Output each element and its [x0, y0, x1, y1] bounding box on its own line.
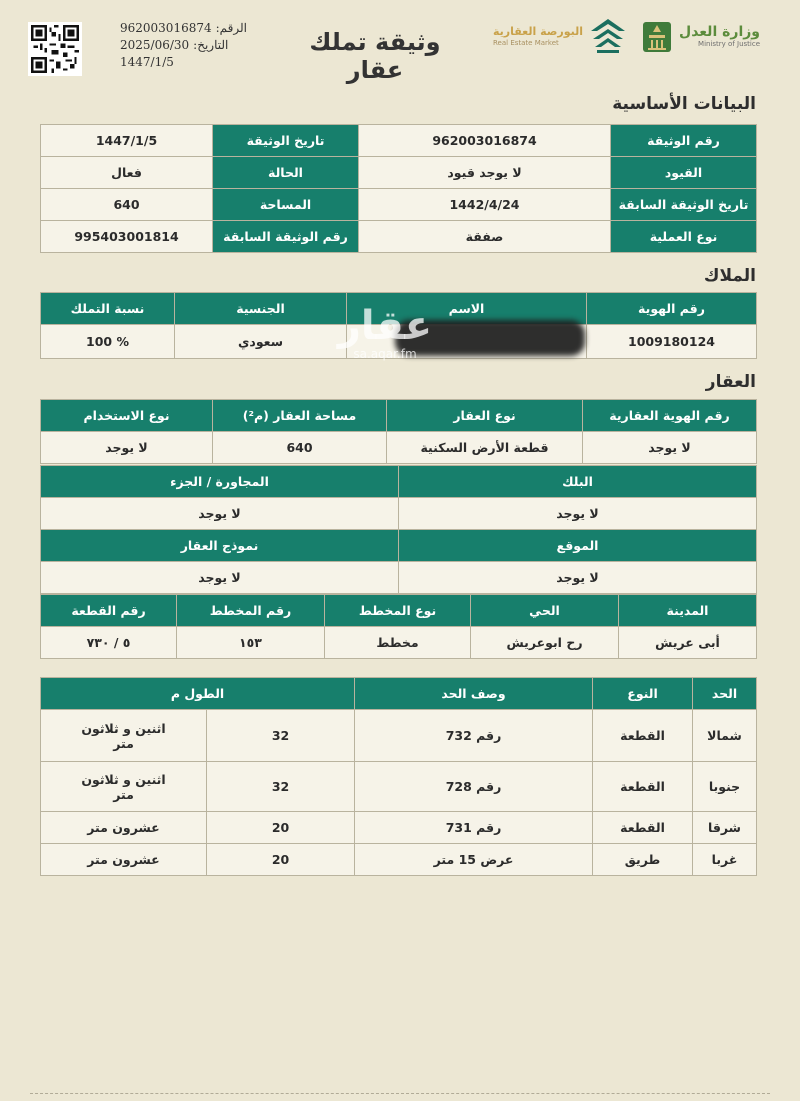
- owners-header: رقم الهوية: [587, 293, 757, 325]
- property-header: رقم القطعة: [41, 595, 177, 627]
- owners-section-title: الملاك: [703, 266, 756, 286]
- basic-label: رقم الوثيقة السابقة: [213, 221, 359, 253]
- owner-nationality: سعودي: [175, 325, 347, 359]
- basic-value: 995403001814: [41, 221, 213, 253]
- boundary-length-words: اثنين و ثلاثون متر: [41, 710, 207, 762]
- property-header: المجاورة / الجزء: [41, 466, 399, 498]
- boundary-direction: غربا: [693, 844, 757, 876]
- property-table-1: [40, 399, 757, 464]
- date-value: 2025/06/30: [120, 38, 190, 52]
- basic-label: القيود: [611, 157, 757, 189]
- boundary-description: رقم 731: [355, 812, 593, 844]
- property-value: لا يوجد: [399, 562, 757, 594]
- boundary-row: [41, 812, 757, 844]
- property-header: مساحة العقار (م²): [213, 400, 387, 432]
- boundary-direction: شرقا: [693, 812, 757, 844]
- moj-logo-text: وزارة العدل: [679, 24, 760, 40]
- boundary-row: [41, 762, 757, 812]
- property-value: لا يوجد: [583, 432, 757, 464]
- property-header-row: [41, 530, 757, 562]
- basic-section-title: البيانات الأساسية: [612, 94, 756, 114]
- owners-header: نسبة التملك: [41, 293, 175, 325]
- watermark-text: عقار: [337, 303, 433, 349]
- rem-emblem-icon: [587, 17, 629, 55]
- boundaries-header: الحد: [693, 678, 757, 710]
- moj-emblem-icon: [639, 16, 675, 56]
- property-row: [41, 432, 757, 464]
- rem-logo-subtext: Real Estate Market: [493, 39, 559, 47]
- document-meta: [120, 20, 270, 71]
- basic-label: نوع العملية: [611, 221, 757, 253]
- hijri-date: 1447/1/5: [120, 55, 174, 69]
- basic-row: [41, 189, 757, 221]
- property-value: لا يوجد: [41, 562, 399, 594]
- basic-label: رقم الوثيقة: [611, 125, 757, 157]
- property-header: المدينة: [619, 595, 757, 627]
- basic-label: تاريخ الوثيقة السابقة: [611, 189, 757, 221]
- qr-code: [28, 22, 82, 76]
- boundary-length: 32: [207, 710, 355, 762]
- property-header: الموقع: [399, 530, 757, 562]
- basic-row: [41, 125, 757, 157]
- property-header: نوع المخطط: [325, 595, 471, 627]
- redacted-name-mark: [395, 320, 585, 356]
- boundary-length: 32: [207, 762, 355, 812]
- number-value: 962003016874: [120, 21, 212, 35]
- boundary-length-words: عشرون متر: [41, 844, 207, 876]
- basic-label: تاريخ الوثيقة: [213, 125, 359, 157]
- boundary-direction: جنوبا: [693, 762, 757, 812]
- basic-row: [41, 157, 757, 189]
- boundaries-header-row: [41, 678, 757, 710]
- boundary-length: 20: [207, 812, 355, 844]
- number-label: الرقم:: [215, 21, 248, 35]
- boundary-row: [41, 710, 757, 762]
- property-header: نموذج العقار: [41, 530, 399, 562]
- owner-id: 1009180124: [587, 325, 757, 359]
- property-value: لا يوجد: [399, 498, 757, 530]
- property-header: الحي: [471, 595, 619, 627]
- property-value: أبى عريش: [619, 627, 757, 659]
- property-table-3: [40, 529, 757, 594]
- rem-logo: [493, 17, 629, 55]
- property-section-title: العقار: [705, 372, 756, 392]
- property-value: 640: [213, 432, 387, 464]
- property-value: ٥ / ٧٣٠: [41, 627, 177, 659]
- property-value: رح ابوعريش: [471, 627, 619, 659]
- boundaries-header: وصف الحد: [355, 678, 593, 710]
- property-value: لا يوجد: [41, 432, 213, 464]
- footer-divider: [30, 1093, 770, 1101]
- boundary-type: القطعة: [593, 812, 693, 844]
- basic-value: 640: [41, 189, 213, 221]
- property-value: قطعة الأرض السكنية: [387, 432, 583, 464]
- basic-value: صفقة: [359, 221, 611, 253]
- boundary-description: عرض 15 متر: [355, 844, 593, 876]
- property-row: [41, 562, 757, 594]
- logos: [493, 16, 760, 56]
- property-value: ١٥٣: [177, 627, 325, 659]
- basic-value: فعال: [41, 157, 213, 189]
- boundary-row: [41, 844, 757, 876]
- property-header: رقم المخطط: [177, 595, 325, 627]
- boundary-type: طريق: [593, 844, 693, 876]
- property-table-2: [40, 465, 757, 530]
- boundary-description: رقم 732: [355, 710, 593, 762]
- moj-logo-subtext: Ministry of Justice: [698, 40, 760, 48]
- date-label: التاريخ:: [193, 38, 229, 52]
- moj-logo: [639, 16, 760, 56]
- owners-header-row: [41, 293, 757, 325]
- boundaries-header: الطول م: [41, 678, 355, 710]
- boundary-length: 20: [207, 844, 355, 876]
- basic-value: 962003016874: [359, 125, 611, 157]
- boundaries-header: النوع: [593, 678, 693, 710]
- basic-row: [41, 221, 757, 253]
- boundary-length-words: عشرون متر: [41, 812, 207, 844]
- boundary-type: القطعة: [593, 762, 693, 812]
- property-header-row: [41, 466, 757, 498]
- property-row: [41, 498, 757, 530]
- property-value: لا يوجد: [41, 498, 399, 530]
- basic-data-table: [40, 124, 757, 253]
- basic-value: لا يوجد قيود: [359, 157, 611, 189]
- watermark-url: sa.aqar.fm: [353, 347, 417, 361]
- property-header-row: [41, 595, 757, 627]
- property-row: [41, 627, 757, 659]
- rem-logo-text: البورصة العقارية: [493, 25, 584, 38]
- boundary-length-words: اثنين و ثلاثون متر: [41, 762, 207, 812]
- basic-value: 1447/1/5: [41, 125, 213, 157]
- property-header: البلك: [399, 466, 757, 498]
- owner-share: % 100: [41, 325, 175, 359]
- document-title: وثيقة تملك عقار: [309, 28, 441, 84]
- boundaries-table: [40, 677, 757, 876]
- owners-header: الجنسية: [175, 293, 347, 325]
- owners-header: الاسم: [347, 293, 587, 325]
- basic-value: 1442/4/24: [359, 189, 611, 221]
- property-header: رقم الهوية العقارية: [583, 400, 757, 432]
- boundary-direction: شمالا: [693, 710, 757, 762]
- boundary-type: القطعة: [593, 710, 693, 762]
- property-table-4: [40, 594, 757, 659]
- property-header: نوع العقار: [387, 400, 583, 432]
- property-value: مخطط: [325, 627, 471, 659]
- basic-label: المساحة: [213, 189, 359, 221]
- boundary-description: رقم 728: [355, 762, 593, 812]
- basic-label: الحالة: [213, 157, 359, 189]
- property-header: نوع الاستخدام: [41, 400, 213, 432]
- property-header-row: [41, 400, 757, 432]
